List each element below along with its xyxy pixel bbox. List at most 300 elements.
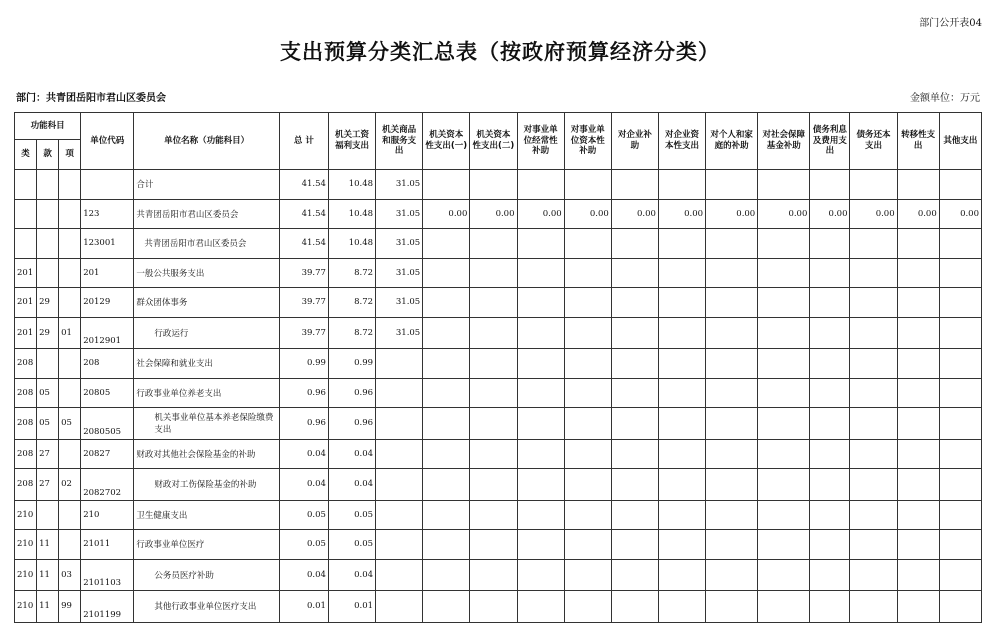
unit-code-cell: 2080505 [81, 408, 134, 440]
amount-cell [564, 229, 611, 259]
unit-name-header: 单位名称（功能科目） [134, 113, 279, 170]
amount-cell [517, 439, 564, 469]
amount-cell [470, 229, 517, 259]
amount-cell [706, 288, 758, 318]
amount-cell [376, 530, 423, 560]
amount-cell [810, 378, 850, 408]
amount-cell [850, 439, 897, 469]
lei-cell: 208 [15, 378, 37, 408]
amount-cell [564, 349, 611, 379]
lei-cell [15, 199, 37, 229]
amount-cell [939, 258, 981, 288]
amount-cell [517, 288, 564, 318]
amount-cell [423, 170, 470, 200]
amount-cell [706, 591, 758, 623]
amount-cell [564, 500, 611, 530]
amount-cell [706, 559, 758, 591]
amount-cell [658, 258, 705, 288]
kuan-cell: 05 [37, 408, 59, 440]
col-header: 机关商品和服务支出 [376, 113, 423, 170]
table-row [15, 591, 982, 623]
table-row [15, 408, 982, 440]
unit-name-cell: 财政对工伤保险基金的补助 [134, 469, 279, 501]
amount-cell: 0.96 [328, 378, 375, 408]
unit-name-cell: 社会保障和就业支出 [134, 349, 279, 379]
amount-cell [850, 530, 897, 560]
unit-name-cell: 共青团岳阳市君山区委员会 [134, 229, 279, 259]
department-label: 部门：共青团岳阳市君山区委员会 [16, 93, 166, 104]
lei-cell: 208 [15, 469, 37, 501]
total-cell: 41.54 [279, 229, 328, 259]
amount-cell [850, 378, 897, 408]
total-cell: 0.04 [279, 469, 328, 501]
xiang-cell: 01 [59, 317, 81, 349]
xiang-cell [59, 229, 81, 259]
amount-cell [423, 530, 470, 560]
amount-cell [423, 378, 470, 408]
amount-cell [611, 349, 658, 379]
amount-cell [658, 317, 705, 349]
xiang-cell [59, 199, 81, 229]
amount-cell [810, 591, 850, 623]
kuan-cell: 27 [37, 469, 59, 501]
amount-cell: 8.72 [328, 317, 375, 349]
amount-cell [564, 288, 611, 318]
amount-cell [897, 288, 939, 318]
amount-cell [810, 258, 850, 288]
amount-cell [897, 229, 939, 259]
amount-cell: 0.04 [328, 559, 375, 591]
amount-cell [470, 408, 517, 440]
kuan-cell: 11 [37, 559, 59, 591]
amount-cell [611, 469, 658, 501]
table-row [15, 288, 982, 318]
unit-code-cell: 20827 [81, 439, 134, 469]
amount-cell: 0.04 [328, 469, 375, 501]
func-subject-header: 功能科目 [15, 113, 81, 140]
amount-cell [470, 288, 517, 318]
total-cell: 0.05 [279, 530, 328, 560]
lei-cell: 201 [15, 258, 37, 288]
amount-cell [517, 469, 564, 501]
amount-cell: 0.96 [328, 408, 375, 440]
amount-cell [758, 288, 810, 318]
amount-cell [706, 530, 758, 560]
table-row [15, 199, 982, 229]
col-header: 其他支出 [939, 113, 981, 170]
kuan-cell [37, 199, 59, 229]
unit-code-cell: 208 [81, 349, 134, 379]
amount-cell [470, 500, 517, 530]
amount-cell [611, 439, 658, 469]
amount-cell [939, 469, 981, 501]
kuan-cell: 05 [37, 378, 59, 408]
table-row [15, 439, 982, 469]
amount-cell [423, 408, 470, 440]
amount-cell [658, 229, 705, 259]
amount-cell [423, 229, 470, 259]
amount-cell [758, 349, 810, 379]
table-row [15, 258, 982, 288]
amount-cell [470, 591, 517, 623]
col-header: 对企业资本性支出 [658, 113, 705, 170]
amount-cell [939, 288, 981, 318]
amount-cell [423, 349, 470, 379]
amount-cell [517, 559, 564, 591]
amount-cell: 31.05 [376, 288, 423, 318]
table-row [15, 559, 982, 591]
amount-cell [564, 258, 611, 288]
lei-cell: 210 [15, 500, 37, 530]
lei-cell: 201 [15, 317, 37, 349]
total-cell: 0.99 [279, 349, 328, 379]
amount-cell: 0.00 [897, 199, 939, 229]
amount-cell [897, 378, 939, 408]
col-header: 转移性支出 [897, 113, 939, 170]
xiang-cell [59, 530, 81, 560]
amount-cell [611, 317, 658, 349]
amount-cell [658, 288, 705, 318]
unit-code-cell: 201 [81, 258, 134, 288]
amount-cell [939, 530, 981, 560]
amount-cell [611, 591, 658, 623]
amount-cell [810, 439, 850, 469]
unit-code-cell: 2101103 [81, 559, 134, 591]
xiang-cell [59, 500, 81, 530]
unit-name-cell: 行政事业单位养老支出 [134, 378, 279, 408]
amount-cell [758, 559, 810, 591]
lei-cell: 210 [15, 530, 37, 560]
amount-cell [376, 439, 423, 469]
xiang-cell [59, 378, 81, 408]
unit-name-cell: 一般公共服务支出 [134, 258, 279, 288]
amount-cell [810, 469, 850, 501]
amount-cell [706, 500, 758, 530]
amount-cell [658, 530, 705, 560]
total-cell: 39.77 [279, 317, 328, 349]
amount-cell [470, 530, 517, 560]
amount-cell [611, 408, 658, 440]
amount-cell [423, 591, 470, 623]
xiang-cell: 03 [59, 559, 81, 591]
amount-cell [658, 559, 705, 591]
amount-cell [564, 317, 611, 349]
amount-cell [850, 170, 897, 200]
amount-cell [758, 530, 810, 560]
amount-cell [423, 439, 470, 469]
amount-cell [810, 559, 850, 591]
amount-cell [897, 408, 939, 440]
amount-cell [850, 469, 897, 501]
xiang-cell [59, 170, 81, 200]
amount-cell [423, 258, 470, 288]
table-number-label: 部门公开表04 [919, 18, 982, 29]
amount-cell [517, 500, 564, 530]
amount-cell: 10.48 [328, 170, 375, 200]
amount-cell [897, 469, 939, 501]
col-header: 对事业单位资本性补助 [564, 113, 611, 170]
amount-cell [517, 378, 564, 408]
unit-name-cell: 合计 [134, 170, 279, 200]
unit-code-cell: 21011 [81, 530, 134, 560]
kuan-cell: 29 [37, 288, 59, 318]
amount-cell [758, 439, 810, 469]
amount-cell: 31.05 [376, 170, 423, 200]
amount-cell [517, 408, 564, 440]
kuan-cell: 11 [37, 591, 59, 623]
amount-cell [470, 378, 517, 408]
total-cell: 0.96 [279, 408, 328, 440]
unit-code-cell: 2012901 [81, 317, 134, 349]
amount-cell [376, 591, 423, 623]
amount-cell [850, 559, 897, 591]
amount-cell [939, 349, 981, 379]
total-cell: 0.04 [279, 439, 328, 469]
amount-cell [611, 170, 658, 200]
unit-code-cell [81, 170, 134, 200]
budget-table [14, 112, 982, 623]
col-header: 机关资本性支出(二) [470, 113, 517, 170]
amount-cell [897, 530, 939, 560]
xiang-header: 项 [59, 140, 81, 170]
total-cell: 0.01 [279, 591, 328, 623]
amount-cell [939, 170, 981, 200]
amount-cell [470, 317, 517, 349]
amount-cell [897, 500, 939, 530]
amount-cell [611, 229, 658, 259]
amount-cell [810, 317, 850, 349]
amount-cell [423, 469, 470, 501]
lei-header: 类 [15, 140, 37, 170]
unit-code-cell: 2082702 [81, 469, 134, 501]
amount-cell [423, 317, 470, 349]
amount-cell [658, 349, 705, 379]
amount-cell [897, 439, 939, 469]
col-header: 对企业补助 [611, 113, 658, 170]
amount-cell: 0.00 [517, 199, 564, 229]
xiang-cell [59, 439, 81, 469]
amount-cell [706, 349, 758, 379]
amount-cell [658, 500, 705, 530]
amount-cell: 0.00 [611, 199, 658, 229]
amount-cell [939, 439, 981, 469]
total-header: 总 计 [279, 113, 328, 170]
amount-cell [658, 378, 705, 408]
unit-name-cell: 公务员医疗补助 [134, 559, 279, 591]
total-cell: 39.77 [279, 288, 328, 318]
amount-cell [939, 229, 981, 259]
unit-name-cell: 共青团岳阳市君山区委员会 [134, 199, 279, 229]
amount-cell [611, 530, 658, 560]
amount-cell: 0.00 [850, 199, 897, 229]
kuan-cell [37, 258, 59, 288]
amount-cell [758, 170, 810, 200]
amount-cell [658, 408, 705, 440]
amount-cell [423, 288, 470, 318]
amount-cell: 31.05 [376, 199, 423, 229]
lei-cell: 210 [15, 559, 37, 591]
col-header: 机关资本性支出(一) [423, 113, 470, 170]
total-cell: 39.77 [279, 258, 328, 288]
amount-cell [564, 530, 611, 560]
unit-name-cell: 行政事业单位医疗 [134, 530, 279, 560]
table-row [15, 530, 982, 560]
amount-cell: 0.01 [328, 591, 375, 623]
amount-cell [939, 408, 981, 440]
unit-name-cell: 财政对其他社会保险基金的补助 [134, 439, 279, 469]
kuan-header: 款 [37, 140, 59, 170]
amount-cell [758, 408, 810, 440]
amount-cell [611, 378, 658, 408]
amount-cell [758, 317, 810, 349]
amount-cell [897, 258, 939, 288]
lei-cell: 208 [15, 349, 37, 379]
unit-name-cell: 行政运行 [134, 317, 279, 349]
table-row [15, 317, 982, 349]
amount-cell [564, 378, 611, 408]
amount-cell [376, 500, 423, 530]
unit-code-cell: 123001 [81, 229, 134, 259]
amount-cell [850, 591, 897, 623]
kuan-cell: 27 [37, 439, 59, 469]
amount-cell [611, 500, 658, 530]
amount-cell [658, 591, 705, 623]
amount-cell: 0.00 [810, 199, 850, 229]
amount-cell [564, 170, 611, 200]
amount-cell [897, 559, 939, 591]
col-header: 债务利息及费用支出 [810, 113, 850, 170]
amount-cell [706, 439, 758, 469]
amount-cell: 10.48 [328, 199, 375, 229]
kuan-cell [37, 500, 59, 530]
table-row [15, 500, 982, 530]
amount-cell: 8.72 [328, 258, 375, 288]
amount-cell: 0.04 [328, 439, 375, 469]
total-cell: 41.54 [279, 170, 328, 200]
amount-cell [810, 500, 850, 530]
amount-cell [423, 559, 470, 591]
amount-cell: 0.00 [658, 199, 705, 229]
amount-cell: 8.72 [328, 288, 375, 318]
xiang-cell: 02 [59, 469, 81, 501]
amount-cell [758, 378, 810, 408]
amount-cell: 31.05 [376, 258, 423, 288]
amount-cell [706, 408, 758, 440]
lei-cell: 201 [15, 288, 37, 318]
amount-cell [376, 469, 423, 501]
col-header: 机关工资福利支出 [328, 113, 375, 170]
amount-cell: 31.05 [376, 229, 423, 259]
amount-cell [897, 317, 939, 349]
amount-cell [658, 469, 705, 501]
lei-cell: 208 [15, 408, 37, 440]
amount-cell [850, 349, 897, 379]
xiang-cell [59, 258, 81, 288]
unit-name-cell: 其他行政事业单位医疗支出 [134, 591, 279, 623]
amount-cell [810, 349, 850, 379]
amount-cell [850, 408, 897, 440]
amount-cell: 0.00 [423, 199, 470, 229]
amount-cell [376, 559, 423, 591]
amount-cell: 0.00 [758, 199, 810, 229]
amount-cell [564, 469, 611, 501]
kuan-cell [37, 349, 59, 379]
amount-cell [564, 439, 611, 469]
amount-cell [810, 229, 850, 259]
amount-cell: 0.05 [328, 500, 375, 530]
amount-cell: 0.99 [328, 349, 375, 379]
amount-cell [470, 258, 517, 288]
amount-cell [939, 591, 981, 623]
xiang-cell [59, 349, 81, 379]
amount-cell [939, 317, 981, 349]
amount-cell [758, 469, 810, 501]
amount-cell [470, 559, 517, 591]
col-header: 债务还本支出 [850, 113, 897, 170]
amount-cell [658, 170, 705, 200]
amount-cell [850, 229, 897, 259]
amount-cell [706, 229, 758, 259]
amount-cell [850, 317, 897, 349]
amount-cell [706, 170, 758, 200]
col-header: 对事业单位经常性补助 [517, 113, 564, 170]
lei-cell: 210 [15, 591, 37, 623]
amount-cell: 10.48 [328, 229, 375, 259]
amount-cell [897, 591, 939, 623]
amount-cell [939, 559, 981, 591]
amount-cell: 0.00 [939, 199, 981, 229]
amount-cell [810, 288, 850, 318]
amount-cell [517, 349, 564, 379]
amount-cell [376, 349, 423, 379]
amount-cell [706, 378, 758, 408]
xiang-cell: 99 [59, 591, 81, 623]
amount-cell [611, 288, 658, 318]
unit-code-cell: 210 [81, 500, 134, 530]
amount-cell [658, 439, 705, 469]
amount-cell [758, 229, 810, 259]
kuan-cell [37, 170, 59, 200]
total-cell: 0.05 [279, 500, 328, 530]
xiang-cell [59, 288, 81, 318]
unit-name-cell: 机关事业单位基本养老保险缴费支出 [134, 408, 279, 440]
unit-name-cell: 群众团体事务 [134, 288, 279, 318]
amount-cell [376, 408, 423, 440]
amount-cell [423, 500, 470, 530]
amount-cell [517, 530, 564, 560]
table-row [15, 349, 982, 379]
unit-name-cell: 卫生健康支出 [134, 500, 279, 530]
amount-cell: 0.00 [706, 199, 758, 229]
amount-cell [939, 378, 981, 408]
amount-cell [850, 288, 897, 318]
kuan-cell: 29 [37, 317, 59, 349]
amount-cell [564, 591, 611, 623]
amount-cell [939, 500, 981, 530]
amount-cell [564, 559, 611, 591]
amount-cell [758, 500, 810, 530]
amount-cell [897, 349, 939, 379]
col-header: 对社会保障基金补助 [758, 113, 810, 170]
amount-cell [517, 591, 564, 623]
amount-cell [470, 349, 517, 379]
amount-cell [470, 439, 517, 469]
amount-cell [564, 408, 611, 440]
lei-cell: 208 [15, 439, 37, 469]
amount-cell [706, 258, 758, 288]
amount-cell [850, 500, 897, 530]
lei-cell [15, 170, 37, 200]
